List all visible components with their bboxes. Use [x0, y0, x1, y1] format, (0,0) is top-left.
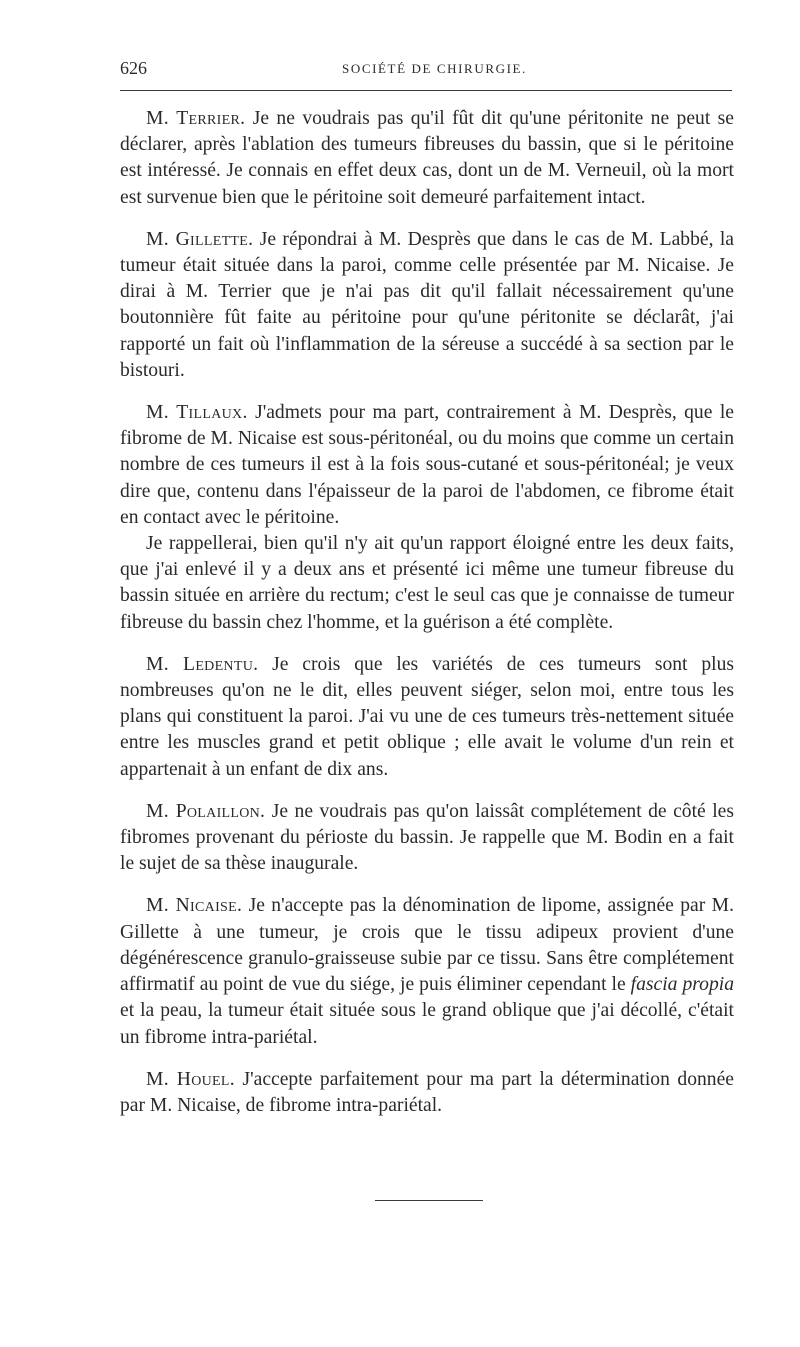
paragraph-text: Je crois que les variétés de ces tumeurs sont plus nombreuses qu'on ne le dit, elles peuvent siéger, selon moi, entre tous les plans qui constituent la paroi. J'ai vu une de ces tumeurs très-nettement située entre les muscles grand et petit oblique ; elle avait le volume d'un rein et appartenait à un enfant de dix ans.: [120, 653, 734, 780]
speaker-name: M. Gillette.: [146, 228, 254, 250]
paragraph-tillaux-continued: [120, 531, 734, 636]
paragraph-houel: [120, 1067, 734, 1119]
header-rule: [120, 90, 732, 91]
closing-rule: [375, 1200, 483, 1201]
running-title: SOCIÉTÉ DE CHIRURGIE.: [342, 61, 527, 76]
page: [120, 52, 736, 1116]
speaker-name: M. Polaillon.: [146, 800, 266, 822]
paragraph-text: Je n'accepte pas la dénomination de lipome, assignée par M. Gillette à une tumeur, je crois que le tissu adipeux provient d'une dégénérescence granulo-graisseuse subie par ce tissu. Sans être complétement affirmatif au point de vue du siége, je puis éliminer cependant le: [120, 895, 734, 996]
speaker-name: M. Terrier.: [146, 108, 246, 129]
paragraph-text: et la peau, la tumeur était située sous le grand oblique que j'ai décollé, c'était un fibrome intra-pariétal.: [120, 1000, 734, 1048]
paragraph-text: Je rappellerai, bien qu'il n'y ait qu'un rapport éloigné entre les deux faits, que j'ai enlevé il y a deux ans et présenté ici même une tumeur fibreuse du bassin située en arrière du rectum; c'est le seul cas que je connaisse de tumeur fibreuse du bassin chez l'homme, et la guérison a été complète.: [120, 533, 734, 633]
paragraph-text: J'accepte parfaitement pour ma part la détermination donnée par M. Nicaise, de fibrome intra-pariétal.: [120, 1068, 734, 1116]
speaker-name: M. Nicaise.: [146, 895, 243, 917]
paragraph-text: Je ne voudrais pas qu'il fût dit qu'une péritonite ne peut se déclarer, après l'ablation des tumeurs fibreuses du bassin, que si le péritoine est intéressé. Je connais en effet deux cas, dont un de M. Verneuil, où la mort est survenue bien que le péritoine soit demeuré parfaitement intact.: [120, 108, 735, 208]
speaker-name: M. Houel.: [146, 1068, 235, 1090]
paragraph-polaillon: [120, 799, 734, 878]
page-number: 626: [120, 58, 147, 78]
paragraph-text: Je répondrai à M. Desprès que dans le cas de M. Labbé, la tumeur était située dans la paroi, comme celle présentée par M. Nicaise. Je dirai à M. Terrier que je n'ai pas dit qu'il fallait nécessairement qu'une boutonnière fût faite au péritoine pour qu'une péritonite se déclarât, j'ai rapporté un fait où l'inflammation de la séreuse a succédé à sa section par le bistouri.: [120, 228, 734, 381]
body-text: [120, 106, 734, 1119]
paragraph-text: Je ne voudrais pas qu'on laissât complétement de côté les fibromes provenant du périoste du bassin. Je rappelle que M. Bodin en a fait le sujet de sa thèse inaugurale.: [120, 800, 734, 875]
running-head: [120, 52, 736, 80]
paragraph-text: J'admets pour ma part, contrairement à M. Desprès, que le fibrome de M. Nicaise est sous-péritonéal, ou du moins que comme un certain nombre de ces tumeurs il est à la fois sous-cutané et sous-péritonéal; je veux dire que, contenu dans l'épaisseur de la paroi de l'abdomen, ce fibrome était en contact avec le péritoine.: [120, 402, 734, 528]
paragraph-nicaise: [120, 893, 734, 1050]
paragraph-tillaux: [120, 400, 734, 531]
speaker-name: M. Tillaux.: [146, 402, 248, 424]
paragraph-terrier: [120, 106, 734, 211]
paragraph-gillette: [120, 227, 734, 384]
paragraph-ledentu: [120, 652, 734, 783]
speaker-name: M. Ledentu.: [146, 653, 259, 675]
italic-term: fascia propia: [630, 974, 735, 996]
